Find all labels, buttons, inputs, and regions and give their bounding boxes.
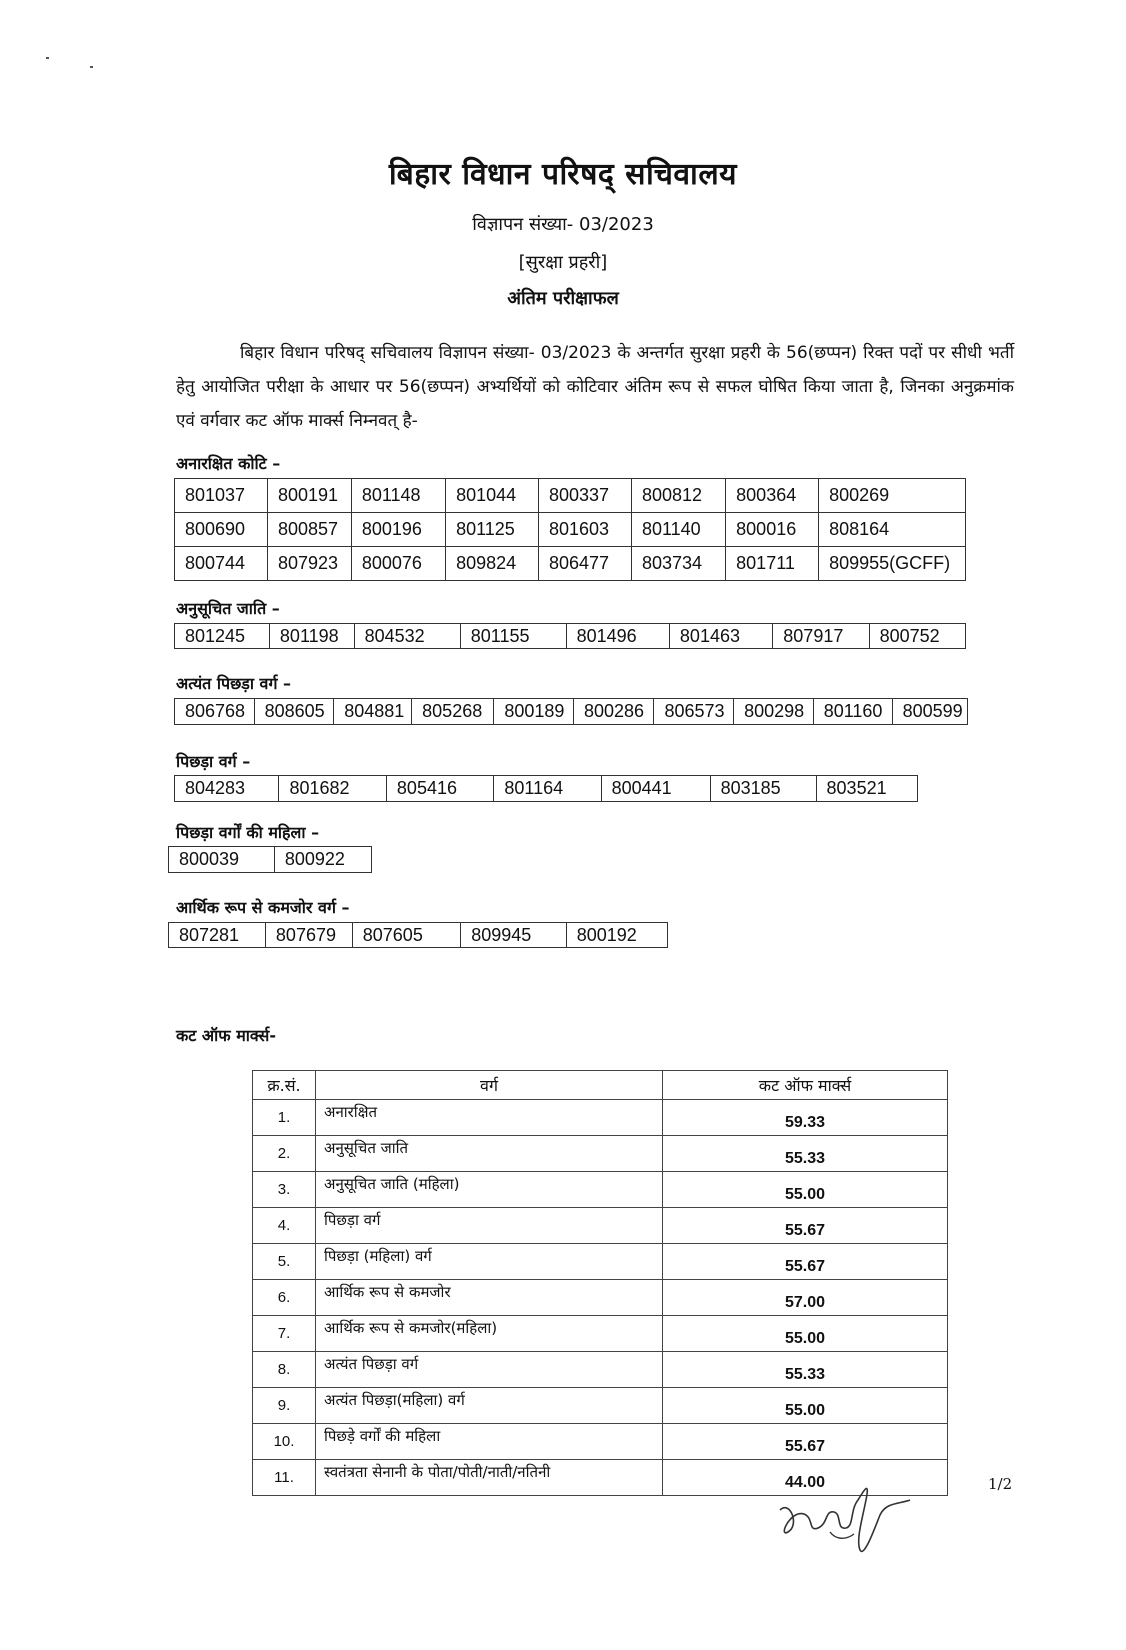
cutoff-header-row [253,1071,948,1100]
roll-number-cell: 800039 [169,847,275,873]
ebc-roll-table [174,698,968,725]
scan-speck [90,66,93,68]
cutoff-sn: 5. [253,1244,316,1280]
cutoff-row [253,1136,948,1172]
cutoff-category: अत्यंत पिछड़ा(महिला) वर्ग [316,1388,663,1424]
roll-number-cell: 800441 [601,776,710,802]
cutoff-label: कट ऑफ मार्क्स- [176,1026,276,1045]
roll-number-cell: 809955(GCFF) [819,547,966,581]
cutoff-marks: 55.00 [663,1316,948,1352]
bc-women-roll-table [168,846,372,873]
cutoff-sn: 8. [253,1352,316,1388]
roll-row [175,547,966,581]
cutoff-row [253,1208,948,1244]
ews-roll-table [168,922,668,948]
roll-number-cell: 800922 [274,847,371,873]
cutoff-sn: 3. [253,1172,316,1208]
roll-row [175,699,968,725]
roll-number-cell: 800337 [539,479,632,513]
cutoff-sn: 11. [253,1460,316,1496]
roll-row [169,847,372,873]
cutoff-category: आर्थिक रूप से कमजोर(महिला) [316,1316,663,1352]
roll-number-cell: 801125 [446,513,539,547]
cutoff-row [253,1100,948,1136]
page-number: 1/2 [988,1475,1013,1493]
post-name: [सुरक्षा प्रहरी] [518,252,608,273]
cutoff-header-category: वर्ग [316,1071,663,1100]
cutoff-sn: 10. [253,1424,316,1460]
cutoff-row [253,1352,948,1388]
result-heading: अंतिम परीक्षाफल [507,288,619,309]
roll-number-cell: 804532 [354,624,460,649]
roll-number-cell: 801496 [566,624,669,649]
roll-number-cell: 801245 [175,624,270,649]
page-title: बिहार विधान परिषद् सचिवालय [388,157,738,192]
cutoff-marks: 59.33 [663,1100,948,1136]
roll-number-cell: 807917 [773,624,869,649]
cutoff-row [253,1280,948,1316]
roll-number-cell: 801148 [351,479,445,513]
intro-paragraph: बिहार विधान परिषद् सचिवालय विज्ञापन संख्या- 03/2023 के अन्तर्गत सुरक्षा प्रहरी के 56(छप्पन) रिक्त पदों पर सीधी भर्ती हेतु आयोजित परीक्षा के आधार पर 56(छप्पन) अभ्यर्थियों को कोटिवार अंतिम रूप से सफल घोषित किया जाता है, जिनका अनुक्रमांक एवं वर्गवार कट ऑफ मार्क्स निम्नवत् है- [176,343,1014,431]
cutoff-marks: 55.33 [663,1136,948,1172]
cutoff-marks: 55.00 [663,1172,948,1208]
roll-number-cell: 807923 [267,547,351,581]
cutoff-category: अनुसूचित जाति [316,1136,663,1172]
ews-label: आर्थिक रूप से कमजोर वर्ग – [176,898,350,917]
cutoff-row [253,1388,948,1424]
roll-number-cell: 801463 [669,624,772,649]
roll-number-cell: 804881 [334,699,412,725]
roll-number-cell: 800189 [494,699,574,725]
roll-number-cell: 809824 [446,547,539,581]
cutoff-marks: 55.67 [663,1424,948,1460]
roll-number-cell: 801603 [539,513,632,547]
cutoff-row [253,1244,948,1280]
roll-number-cell: 805416 [386,776,493,802]
roll-number-cell: 800076 [351,547,445,581]
roll-number-cell: 800690 [175,513,268,547]
cutoff-category: अनारक्षित [316,1100,663,1136]
unreserved-label: अनारक्षित कोटि – [176,454,281,473]
roll-number-cell: 807281 [169,923,266,948]
roll-number-cell: 803185 [710,776,816,802]
roll-number-cell: 806768 [175,699,255,725]
roll-number-cell: 801711 [726,547,819,581]
roll-number-cell: 800857 [267,513,351,547]
roll-number-cell: 807679 [265,923,352,948]
signature-icon [770,1470,920,1570]
roll-number-cell: 808605 [254,699,334,725]
cutoff-row [253,1424,948,1460]
roll-number-cell: 800752 [869,624,965,649]
roll-number-cell: 803521 [816,776,917,802]
bc-women-label: पिछड़ा वर्गों की महिला – [176,823,320,842]
scan-speck [46,57,49,59]
roll-row [175,479,966,513]
sc-roll-table [174,623,966,649]
roll-row [175,776,918,802]
cutoff-marks: 44.00 [663,1460,948,1496]
unreserved-roll-table [174,478,966,581]
roll-number-cell: 800269 [819,479,966,513]
roll-number-cell: 800812 [631,479,725,513]
roll-number-cell: 809945 [461,923,567,948]
sc-label: अनुसूचित जाति – [176,599,280,618]
roll-number-cell: 801198 [269,624,354,649]
bc-label: पिछड़ा वर्ग – [176,752,251,771]
roll-number-cell: 808164 [819,513,966,547]
cutoff-header-sn: क्र.सं. [253,1071,316,1100]
bc-roll-table [174,775,918,802]
roll-number-cell: 800286 [573,699,653,725]
roll-number-cell: 801164 [494,776,601,802]
roll-number-cell: 800599 [892,699,967,725]
roll-number-cell: 804283 [175,776,279,802]
cutoff-category: अनुसूचित जाति (महिला) [316,1172,663,1208]
roll-number-cell: 800298 [734,699,814,725]
cutoff-sn: 7. [253,1316,316,1352]
roll-number-cell: 803734 [631,547,725,581]
cutoff-row [253,1172,948,1208]
roll-row [169,923,668,948]
roll-number-cell: 800196 [351,513,445,547]
cutoff-category: पिछड़ा वर्ग [316,1208,663,1244]
cutoff-row [253,1316,948,1352]
cutoff-marks: 55.67 [663,1208,948,1244]
roll-number-cell: 800192 [566,923,667,948]
roll-number-cell: 807605 [352,923,460,948]
cutoff-marks: 55.67 [663,1244,948,1280]
roll-number-cell: 805268 [412,699,494,725]
roll-number-cell: 801682 [279,776,386,802]
cutoff-marks: 55.00 [663,1388,948,1424]
cutoff-sn: 6. [253,1280,316,1316]
cutoff-marks: 57.00 [663,1280,948,1316]
roll-number-cell: 801037 [175,479,268,513]
roll-number-cell: 801160 [813,699,892,725]
cutoff-category: पिछड़ा (महिला) वर्ग [316,1244,663,1280]
roll-number-cell: 806573 [654,699,734,725]
cutoff-category: स्वतंत्रता सेनानी के पोता/पोती/नाती/नतिनी [316,1460,663,1496]
roll-number-cell: 800016 [726,513,819,547]
cutoff-category: पिछड़े वर्गों की महिला [316,1424,663,1460]
cutoff-sn: 4. [253,1208,316,1244]
cutoff-header-marks: कट ऑफ मार्क्स [663,1071,948,1100]
cutoff-category: आर्थिक रूप से कमजोर [316,1280,663,1316]
cutoff-sn: 9. [253,1388,316,1424]
roll-number-cell: 801140 [631,513,725,547]
roll-number-cell: 800744 [175,547,268,581]
roll-number-cell: 806477 [539,547,632,581]
cutoff-table [252,1070,948,1496]
ebc-label: अत्यंत पिछड़ा वर्ग – [176,674,292,693]
roll-number-cell: 800191 [267,479,351,513]
cutoff-category: अत्यंत पिछड़ा वर्ग [316,1352,663,1388]
roll-row [175,624,966,649]
roll-number-cell: 800364 [726,479,819,513]
advertisement-number: विज्ञापन संख्या- 03/2023 [472,214,654,235]
roll-row [175,513,966,547]
roll-number-cell: 801155 [460,624,566,649]
cutoff-marks: 55.33 [663,1352,948,1388]
cutoff-sn: 1. [253,1100,316,1136]
roll-number-cell: 801044 [446,479,539,513]
cutoff-sn: 2. [253,1136,316,1172]
